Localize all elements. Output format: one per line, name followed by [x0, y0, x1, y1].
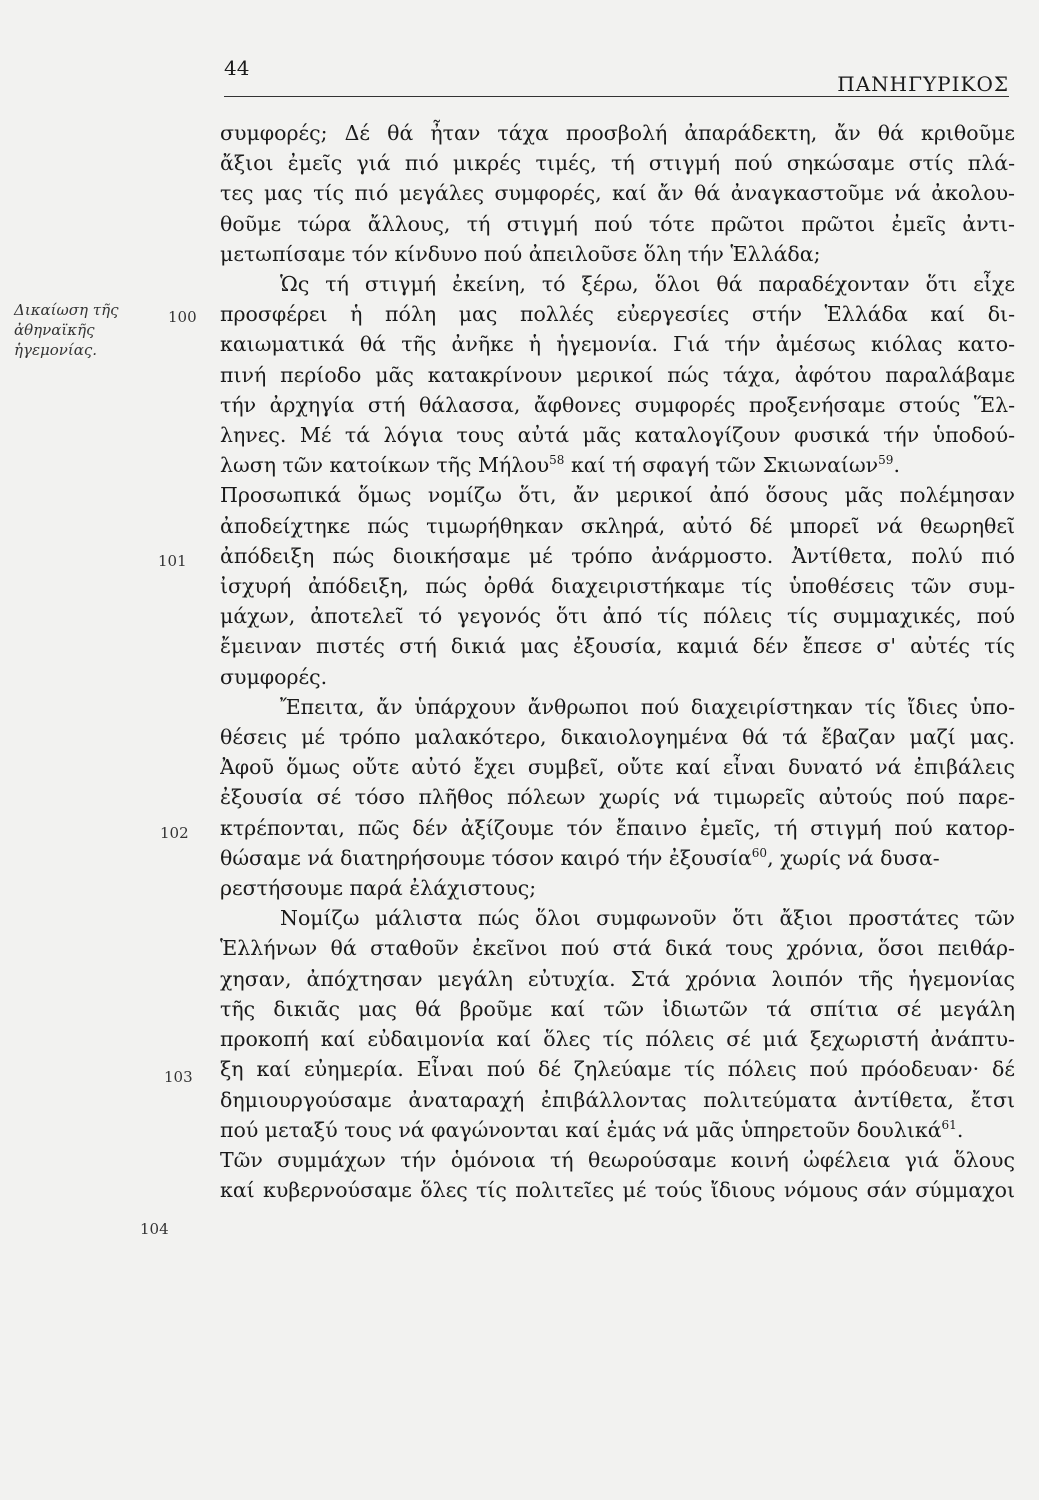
text-line: ἀπόδειξη πώς διοικήσαμε μέ τρόπο ἀνάρμοστο. Ἀντίθετα, πολύ πιό — [220, 543, 1015, 568]
footnote-ref: 60 — [751, 846, 768, 861]
text-line: ἰσχυρή ἀπόδειξη, πώς ὀρθά διαχειριστήκαμε τίς ὑποθέσεις τῶν συμ- — [220, 574, 1015, 599]
text-line: προκοπή καί εὐδαιμονία καί ὅλες τίς πόλεις σέ μιά ξεχωριστή ἀνάπτυ- — [220, 1027, 1015, 1052]
text-line: Ἑλλήνων θά σταθοῦν ἐκεῖνοι πού στά δικά τους χρόνια, ὅσοι πειθάρ- — [220, 936, 1015, 961]
text-line: Ἔπειτα, ἄν ὑπάρχουν ἄνθρωποι πού διαχειρίστηκαν τίς ἴδιες ὑπο- — [280, 694, 1015, 719]
section-number: 104 — [140, 1220, 169, 1238]
text-line: καιωματικά θά τῆς ἀνῆκε ἡ ἡγεμονία. Γιά τήν ἀμέσως κιόλας κατο- — [220, 332, 1015, 357]
text-line: πινή περίοδο μᾶς κατακρίνουν μερικοί πώς τάχα, ἀφότου παραλάβαμε — [220, 362, 1015, 387]
text-segment: πού μεταξύ τους νά φαγώνονται καί ἐμάς νά μᾶς ὑπηρετοῦν δουλικά — [220, 1117, 942, 1142]
sidenote-line: ἀθηναϊκῆς — [14, 321, 95, 339]
text-segment: θώσαμε νά διατηρήσουμε τόσον καιρό τήν ἐξουσία — [220, 845, 752, 870]
page-number: 44 — [224, 56, 250, 80]
text-line: κτρέπονται, πῶς δέν ἀξίζουμε τόν ἔπαινο ἐμεῖς, τή στιγμή πού κατορ- — [220, 815, 1015, 840]
text-line: Ὡς τή στιγμή ἐκείνη, τό ξέρω, ὅλοι θά παραδέχονταν ὅτι εἶχε — [280, 272, 1015, 297]
period: . — [893, 453, 900, 478]
text-segment: λωση τῶν κατοίκων τῆς Μήλου — [220, 453, 550, 478]
sidenote — [14, 300, 164, 360]
sidenote-line: ἡγεμονίας. — [14, 341, 98, 359]
footnote-ref: 61 — [941, 1117, 957, 1132]
text-line: ἐξουσία σέ τόσο πλῆθος πόλεων χωρίς νά τιμωρεῖς αὐτούς πού παρε- — [220, 785, 1015, 810]
text-line: συμφορές; Δέ θά ἦταν τάχα προσβολή ἀπαράδεκτη, ἄν θά κριθοῦμε — [220, 121, 1015, 145]
text-line: προσφέρει ἡ πόλη μας πολλές εὐεργεσίες στήν Ἑλλάδα καί δι- — [220, 302, 1015, 327]
section-number: 100 — [168, 308, 197, 326]
text-line: τῆς δικιᾶς μας θά βροῦμε καί τῶν ἰδιωτῶν τά σπίτια σέ μεγάλη — [220, 996, 1015, 1021]
text-line — [220, 450, 1015, 480]
text-line — [220, 843, 1015, 873]
text-segment: , χωρίς νά δυσα- — [767, 845, 940, 870]
footnote-ref: 59 — [878, 453, 894, 468]
section-number: 103 — [164, 1068, 193, 1086]
section-number: 102 — [160, 824, 189, 842]
header-rule — [224, 96, 1009, 97]
text-line: καί κυβερνούσαμε ὅλες τίς πολιτεῖες μέ τούς ἴδιους νόμους σάν σύμμαχοι — [220, 1178, 1015, 1203]
text-line: ληνες. Μέ τά λόγια τους αὐτά μᾶς καταλογίζουν φυσικά τήν ὑποδού- — [220, 423, 1015, 448]
text-segment: καί τή σφαγή τῶν Σκιωναίων — [570, 453, 879, 478]
text-line: μετωπίσαμε τόν κίνδυνο πού ἀπειλοῦσε ὅλη τήν Ἑλλάδα; — [220, 241, 821, 266]
text-line: Τῶν συμμάχων τήν ὁμόνοια τή θεωρούσαμε κοινή ὠφέλεια γιά ὅλους — [220, 1147, 1015, 1172]
text-line: τες μας τίς πιό μεγάλες συμφορές, καί ἄν θά ἀναγκαστοῦμε νά ἀκολου- — [220, 181, 1015, 206]
text-line: Ἀφοῦ ὅμως οὔτε αὐτό ἔχει συμβεῖ, οὔτε καί εἶναι δυνατό νά ἐπιβάλεις — [220, 755, 1015, 780]
text-line: ἄξιοι ἐμεῖς γιά πιό μικρές τιμές, τή στιγμή πού σηκώσαμε στίς πλά- — [220, 151, 1015, 176]
text-line: Νομίζω μάλιστα πώς ὅλοι συμφωνοῦν ὅτι ἄξιοι προστάτες τῶν — [280, 906, 1015, 931]
body-text — [220, 118, 1015, 1205]
text-line: μάχων, ἀποτελεῖ τό γεγονός ὅτι ἀπό τίς πόλεις τίς συμμαχικές, πού — [220, 604, 1015, 629]
text-line: ἀποδείχτηκε πώς τιμωρήθηκαν σκληρά, αὐτό δέ μπορεῖ νά θεωρηθεῖ — [220, 513, 1015, 538]
section-number: 101 — [158, 552, 187, 570]
text-line: συμφορές. — [220, 664, 328, 689]
footnote-ref: 58 — [549, 453, 565, 468]
text-line: ξη καί εὐημερία. Εἶναι πού δέ ζηλεύαμε τίς πόλεις πού πρόοδευαν· δέ — [220, 1057, 1015, 1082]
text-line: δημιουργούσαμε ἀναταραχή ἐπιβάλλοντας πολιτεύματα ἀντίθετα, ἔτσι — [220, 1087, 1015, 1112]
running-head: ΠΑΝΗΓΥΡΙΚΟΣ — [837, 72, 1009, 96]
text-line: θέσεις μέ τρόπο μαλακότερο, δικαιολογημένα θά τά ἔβαζαν μαζί μας. — [220, 725, 1015, 750]
text-line: Προσωπικά ὅμως νομίζω ὅτι, ἄν μερικοί ἀπό ὅσους μᾶς πολέμησαν — [220, 483, 1015, 508]
text-line: ρεστήσουμε παρά ἐλάχιστους; — [220, 876, 537, 901]
text-line: τήν ἀρχηγία στή θάλασσα, ἄφθονες συμφορές προξενήσαμε στούς Ἕλ- — [220, 392, 1015, 417]
text-line: θοῦμε τώρα ἄλλους, τή στιγμή πού τότε πρῶτοι πρῶτοι ἐμεῖς ἀντι- — [220, 211, 1015, 236]
text-line — [220, 1115, 1015, 1145]
period: . — [956, 1117, 964, 1142]
text-line: χησαν, ἀπόχτησαν μεγάλη εὐτυχία. Στά χρόνια λοιπόν τῆς ἡγεμονίας — [220, 966, 1015, 991]
sidenote-line: Δικαίωση τῆς — [14, 301, 119, 319]
text-line: ἔμειναν πιστές στή δικιά μας ἐξουσία, καμιά δέν ἔπεσε σ' αὐτές τίς — [220, 634, 1015, 659]
